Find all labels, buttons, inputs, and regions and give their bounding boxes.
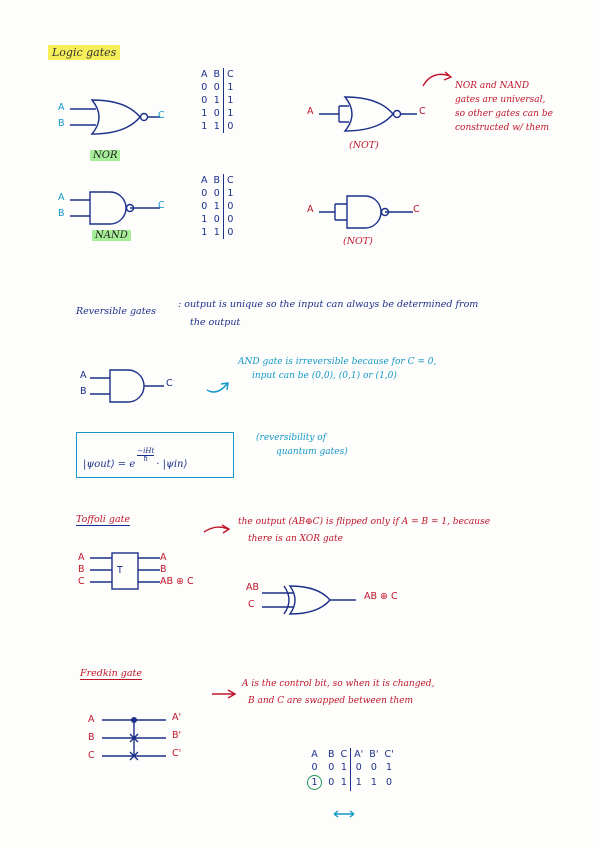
xor-input-c: C — [248, 599, 255, 610]
circled-control-bit: 1 — [307, 775, 322, 790]
nor-input-a: A — [58, 102, 65, 113]
nor-output-c: C — [158, 110, 165, 121]
xor-gate-symbol — [260, 584, 360, 618]
and-input-b: B — [80, 386, 87, 397]
nor-not-label: (NOT) — [349, 140, 379, 151]
nand-input-b: B — [58, 208, 65, 219]
fredkin-note: A is the control bit, so when it is changed, B and C are swapped between them — [242, 679, 435, 707]
nor-not-gate-symbol — [317, 94, 422, 134]
toffoli-output-xor: AB ⊕ C — [160, 576, 194, 587]
nand-not-output-c: C — [413, 204, 420, 215]
fredkin-output-c: C' — [172, 748, 182, 759]
fredkin-truth-table: A B C A' B' C' 0 0 1 0 0 1 1 0 1 1 1 0 — [304, 748, 397, 791]
arrow-icon — [202, 522, 232, 536]
reversible-definition: : output is unique so the input can always be determined from the output — [178, 299, 479, 329]
curved-arrow-icon — [420, 68, 456, 90]
nand-label: NAND — [92, 230, 131, 241]
toffoli-input-b: B — [78, 564, 85, 575]
nand-output-c: C — [158, 200, 165, 211]
nand-input-a: A — [58, 192, 65, 203]
nand-not-input-a: A — [307, 204, 314, 215]
toffoli-note: the output (AB⊕C) is flipped only if A = B = 1, because there is an XOR gate — [238, 517, 491, 545]
nor-label: NOR — [90, 150, 120, 161]
unitary-equation: |ψout⟩ = e −iHt ħ · |ψin⟩ — [83, 447, 188, 470]
nor-not-output-c: C — [419, 106, 426, 117]
fredkin-output-a: A' — [172, 712, 182, 723]
toffoli-heading: Toffoli gate — [76, 514, 131, 525]
nor-truth-table: A B C 0 0 1 0 1 1 1 0 1 1 1 0 — [198, 68, 237, 133]
nor-not-input-a: A — [307, 106, 314, 117]
and-irreversible-note: AND gate is irreversible because for C = 0, input can be (0,0), (0,1) or (1,0) — [238, 357, 437, 381]
fredkin-heading: Fredkin gate — [80, 668, 142, 679]
toffoli-output-b: B — [160, 564, 167, 575]
xor-input-ab: AB — [246, 582, 260, 593]
nand-not-label: (NOT) — [343, 236, 373, 247]
universal-gates-note: NOR and NAND gates are universal, so other gates can be constructed w/ them — [455, 81, 553, 133]
fredkin-input-c: C — [88, 750, 95, 761]
nand-truth-table: A B C 0 0 1 0 1 0 1 0 0 1 1 0 — [198, 174, 237, 239]
swap-arrow-icon — [330, 808, 358, 820]
fredkin-input-b: B — [88, 732, 95, 743]
fredkin-input-a: A — [88, 714, 95, 725]
and-output-c: C — [166, 378, 173, 389]
unitary-equation-box — [76, 432, 234, 478]
quantum-reversibility-note: (reversibility of quantum gates) — [256, 433, 348, 457]
toffoli-box-label: T — [117, 565, 123, 576]
arrow-icon — [210, 688, 238, 700]
toffoli-output-a: A — [160, 552, 167, 563]
reversible-heading: Reversible gates — [76, 306, 157, 317]
nor-input-b: B — [58, 118, 65, 129]
toffoli-gate-symbol — [88, 552, 164, 592]
nor-gate-symbol — [68, 96, 163, 138]
and-input-a: A — [80, 370, 87, 381]
section-title-logic-gates: Logic gates — [48, 45, 120, 60]
and-gate-symbol — [88, 366, 168, 406]
nand-gate-symbol — [68, 188, 163, 228]
nand-not-gate-symbol — [317, 192, 422, 232]
curved-arrow-icon — [205, 378, 231, 396]
toffoli-input-c: C — [78, 576, 85, 587]
fredkin-gate-symbol — [100, 708, 172, 766]
toffoli-input-a: A — [78, 552, 85, 563]
xor-output: AB ⊕ C — [364, 591, 398, 602]
fredkin-output-b: B' — [172, 730, 182, 741]
